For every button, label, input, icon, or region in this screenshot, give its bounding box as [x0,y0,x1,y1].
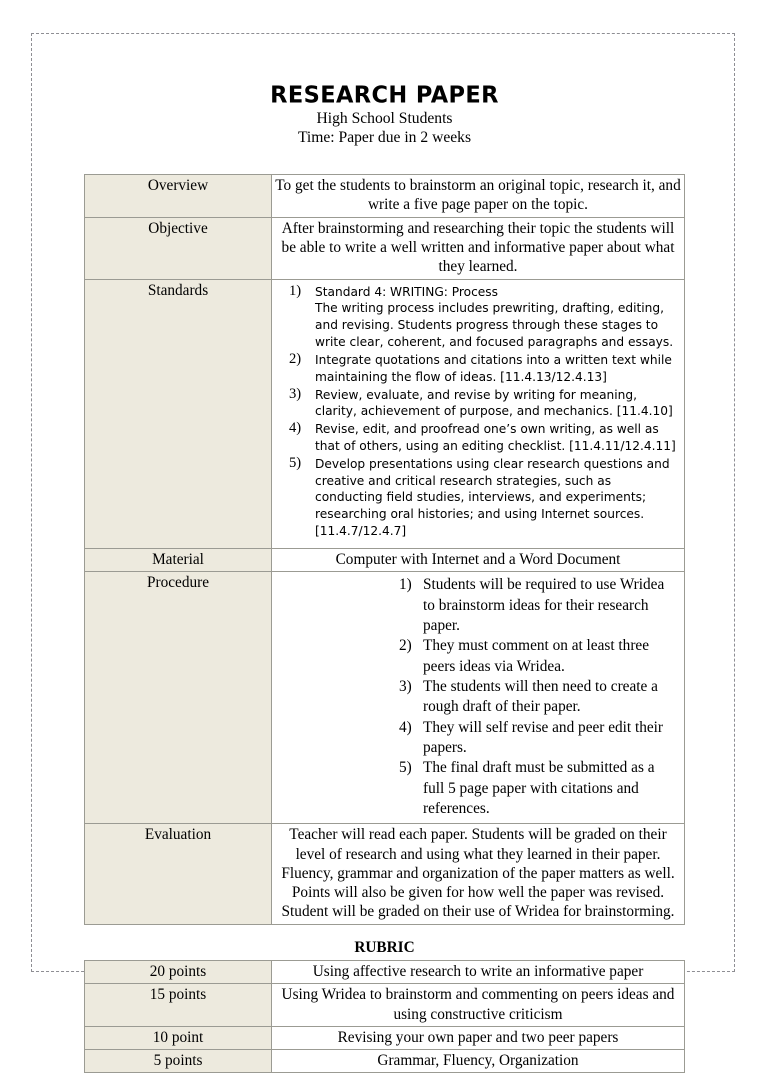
procedure-list [275,575,681,819]
evaluation-text: Teacher will read each paper. Students will be graded on their level of research and using what they learned in their paper. Fluency, grammar and organization of the paper matters as well. Points will also be given for how well the paper was revised. Student will be graded on their use of Wridea for brainstorming. [281,826,675,921]
rubric-criteria: Using Wridea to brainstorm and commenting on peers ideas and using constructive criticism [272,984,685,1027]
rubric-table [84,960,685,1073]
rubric-criteria: Grammar, Fluency, Organization [272,1050,685,1073]
row-label-evaluation: Evaluation [84,824,272,924]
spacer-between-tables [84,925,685,939]
row-label-material: Material [84,549,272,572]
row-label-overview: Overview [84,174,272,218]
standard-heading: Standard 4: WRITING: Process [315,284,498,299]
list-item: They must comment on at least three peers ideas via Wridea. [423,637,649,675]
objective-text: After brainstorming and researching their topic the students will be able to write a well written and informative paper about what they learned. [281,219,675,276]
rubric-points: 5 points [84,1050,272,1073]
row-value-objective [272,218,685,280]
row-label-objective: Objective [84,218,272,280]
subtitle-due-date: Time: Paper due in 2 weeks [297,129,472,147]
list-item [275,421,677,455]
spacer-after-header [84,148,685,174]
rubric-points: 20 points [84,960,272,984]
row-value-evaluation [272,824,685,924]
table-row-evaluation [84,824,685,924]
standard-heading: Integrate quotations and citations into a written text while maintaining the flow of ideas. [11.4.13/12.4.13] [315,352,672,384]
row-value-standards [272,280,685,549]
row-label-standards: Standards [84,280,272,549]
standard-detail: The writing process includes prewriting, drafting, editing, and revising. Students progress through these stages to write clear, coherent, and focused paragraphs and essays. [315,301,674,350]
material-text: Computer with Internet and a Word Document [335,550,621,568]
standard-heading: Develop presentations using clear research questions and creative and critical research strategies, such as conducting field studies, interviews, and experiments; researching oral histories; and using Internet sources. [11.4.7/12.4.7] [315,456,670,539]
list-item [275,456,677,540]
list-item: The students will then need to create a rough draft of their paper. [423,677,658,716]
list-item [275,352,677,386]
table-row [84,1027,685,1050]
lesson-plan-table [84,174,685,924]
overview-text: To get the students to brainstorm an original topic, research it, and write a five page paper on the topic. [275,177,681,214]
table-row-overview [84,174,685,218]
list-item [275,387,677,421]
rubric-criteria: Using affective research to write an informative paper [272,960,685,984]
document-content [84,81,685,1073]
standard-heading: Review, evaluate, and revise by writing for meaning, clarity, achievement of purpose, and mechanics. [11.4.10] [315,387,673,419]
table-row [84,1050,685,1073]
list-item: They will self revise and peer edit their papers. [423,718,663,756]
rubric-points: 10 point [84,1027,272,1050]
standard-heading: Revise, edit, and proofread one’s own writing, as well as that of others, using an editing checklist. [11.4.11/12.4.11] [315,422,676,453]
page-title: RESEARCH PAPER [270,81,499,109]
rubric-heading: RUBRIC [354,938,415,956]
document-header [84,81,685,148]
rubric-criteria: Revising your own paper and two peer papers [272,1027,685,1050]
table-row-procedure [84,572,685,824]
list-item: Students will be required to use Wridea to brainstorm ideas for their research paper. [423,576,665,634]
table-row-material [84,549,685,572]
row-value-material [272,549,685,572]
table-row-standards [84,280,685,549]
table-row-objective [84,218,685,280]
table-row [84,984,685,1027]
row-label-procedure: Procedure [84,572,272,824]
list-item [275,284,677,351]
standards-list [275,284,681,540]
list-item: The final draft must be submitted as a full 5 page paper with citations and references. [423,759,655,818]
row-value-procedure [272,572,685,824]
subtitle-audience: High School Students [316,109,453,127]
rubric-points: 15 points [84,984,272,1027]
row-value-overview [272,174,685,218]
table-row [84,960,685,984]
